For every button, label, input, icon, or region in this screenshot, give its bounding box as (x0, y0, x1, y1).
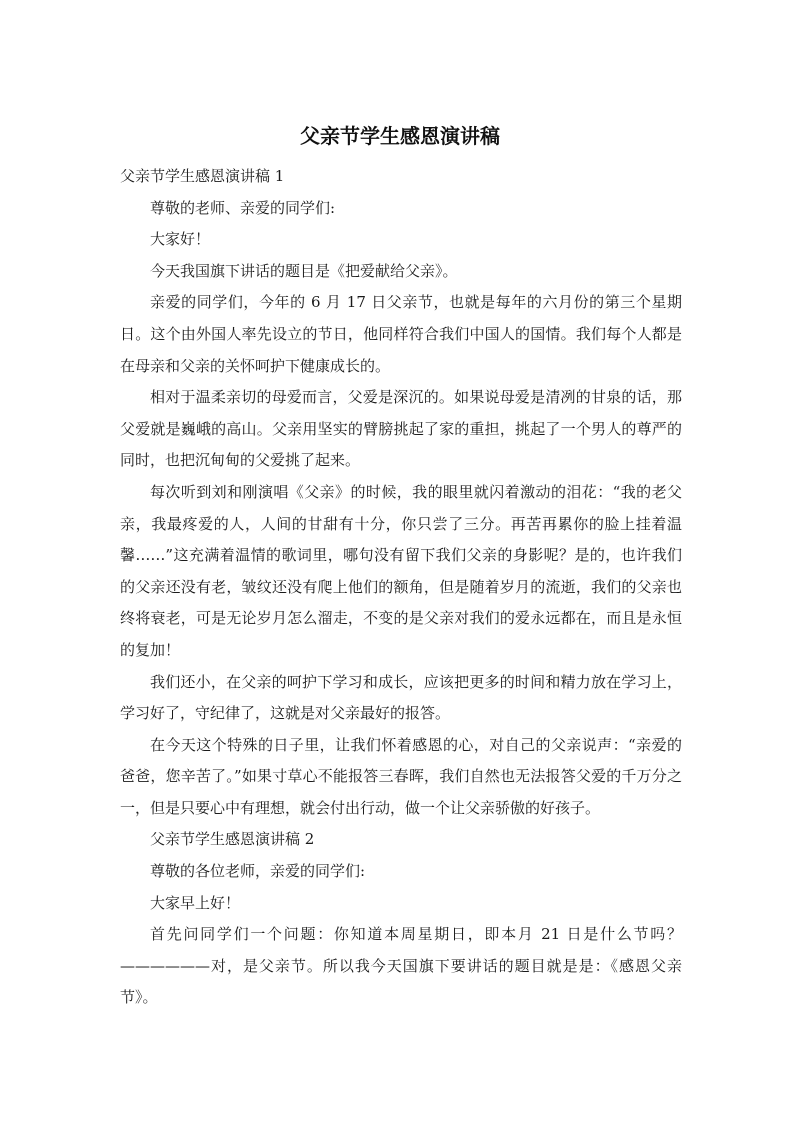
body-paragraph: 首先问同学们一个问题：你知道本周星期日，即本月 21 日是什么节吗？——————对，是父亲节。所以我今天国旗下要讲话的题目就是是：《感恩父亲节》。 (120, 925, 682, 1007)
topic-paragraph: 今天我国旗下讲话的题目是《把爱献给父亲》。 (150, 261, 458, 280)
document-body (120, 161, 682, 1014)
greeting-paragraph: 大家早上好！ (150, 893, 241, 912)
section-heading-2: 父亲节学生感恩演讲稿 2 (150, 830, 315, 849)
body-paragraph: 亲爱的同学们，今年的 6 月 17 日父亲节，也就是每年的六月份的第三个星期日。这个由外国人率先设立的节日，他同样符合我们中国人的国情。我们每个人都是在母亲和父亲的关怀呵护下健康成长的。 (120, 293, 682, 375)
body-paragraph: 我们还小，在父亲的呵护下学习和成长，应该把更多的时间和精力放在学习上，学习好了，守纪律了，这就是对父亲最好的报答。 (120, 672, 682, 723)
section-heading-1: 父亲节学生感恩演讲稿 1 (120, 167, 285, 185)
salutation-paragraph: 尊敬的各位老师，亲爱的同学们: (150, 862, 366, 881)
salutation-paragraph: 尊敬的老师、亲爱的同学们: (150, 198, 336, 217)
document-title: 父亲节学生感恩演讲稿 (300, 124, 500, 148)
body-paragraph: 相对于温柔亲切的母爱而言，父爱是深沉的。如果说母爱是清冽的甘泉的话，那父爱就是巍峨的高山。父亲用坚实的臂膀挑起了家的重担，挑起了一个男人的尊严的同时，也把沉甸甸的父爱挑了起来。 (120, 388, 682, 470)
body-paragraph: 每次听到刘和刚演唱《父亲》的时候，我的眼里就闪着激动的泪花：“我的老父亲，我最疼爱的人，人间的甘甜有十分，你只尝了三分。再苦再累你的脸上挂着温馨……”这充满着温情的歌词里，哪句没有留下我们父亲的身影呢？是的，也许我们的父亲还没有老，皱纹还没有爬上他们的额角，但是随着岁月的流逝，我们的父亲也终将衰老，可是无论岁月怎么溜走，不变的是父亲对我们的爱永远都在，而且是永恒的复加！ (120, 482, 682, 659)
body-paragraph: 在今天这个特殊的日子里，让我们怀着感恩的心，对自己的父亲说声：“亲爱的爸爸，您辛苦了。”如果寸草心不能报答三春晖，我们自然也无法报答父爱的千万分之一，但是只要心中有理想，就会付出行动，做一个让父亲骄傲的好孩子。 (120, 735, 682, 817)
greeting-paragraph: 大家好！ (150, 230, 211, 249)
